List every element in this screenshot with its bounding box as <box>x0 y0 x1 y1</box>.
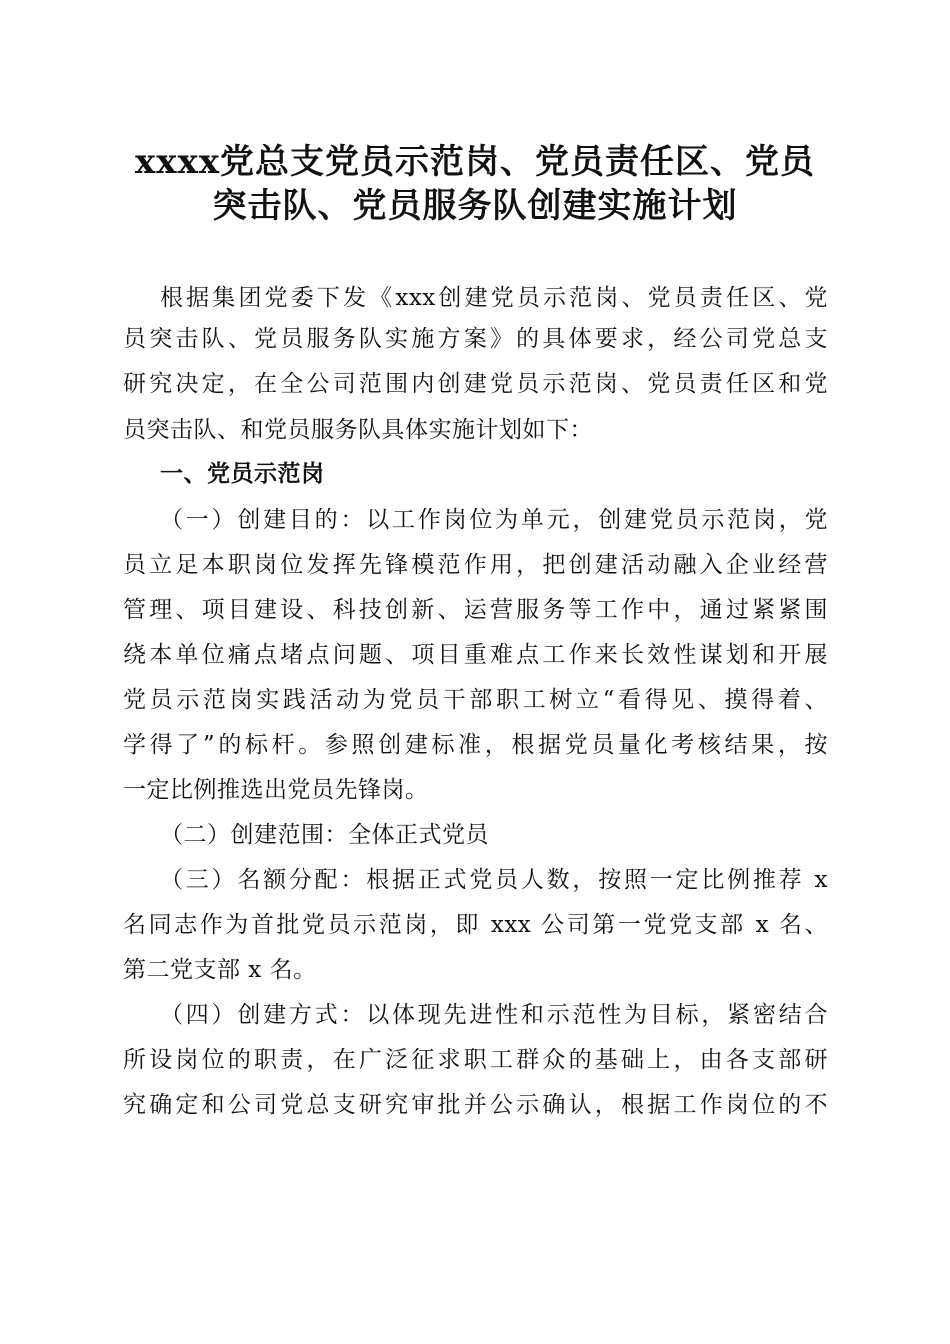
item1-line-3: 管理、项目建设、科技创新、运营服务等工作中，通过紧紧围 <box>123 597 828 623</box>
intro-line-1: 根据集团党委下发《xxx创建党员示范岗、党员责任区、党 <box>160 285 828 311</box>
item1-line-5: 党员示范岗实践活动为党员干部职工树立“看得见、摸得着、 <box>123 687 828 713</box>
intro-line-3: 研究决定，在全公司范围内创建党员示范岗、党员责任区和党 <box>123 371 828 397</box>
item4-line-1: （四）创建方式：以体现先进性和示范性为目标，紧密结合 <box>160 1002 828 1028</box>
item1-line-6: 学得了”的标杆。参照创建标准，根据党员量化考核结果，按 <box>123 732 828 758</box>
item1-line-4: 绕本单位痛点堵点问题、项目重难点工作来长效性谋划和开展 <box>123 642 828 668</box>
section-heading: 一、党员示范岗 <box>160 461 325 487</box>
item3-line-1: （三）名额分配：根据正式党员人数，按照一定比例推荐 x <box>160 867 828 893</box>
item4-line-2: 所设岗位的职责，在广泛征求职工群众的基础上，由各支部研 <box>123 1047 828 1073</box>
item1-line-2: 员立足本职岗位发挥先锋模范作用，把创建活动融入企业经营 <box>123 552 828 578</box>
intro-line-4: 员突击队、和党员服务队具体实施计划如下： <box>123 417 593 443</box>
document-title-line-1: xxxx党总支党员示范岗、党员责任区、党员 <box>134 142 816 182</box>
intro-line-2: 员突击队、党员服务队实施方案》的具体要求，经公司党总支 <box>123 326 828 352</box>
item2-line: （二）创建范围：全体正式党员 <box>160 822 489 848</box>
document-title-line-2: 突击队、党员服务队创建实施计划 <box>212 186 738 226</box>
item1-line-7: 一定比例推选出党员先锋岗。 <box>123 777 429 803</box>
item3-line-3: 第二党支部 x 名。 <box>123 957 317 983</box>
item1-line-1: （一）创建目的：以工作岗位为单元，创建党员示范岗，党 <box>160 507 828 533</box>
item4-line-3: 究确定和公司党总支研究审批并公示确认，根据工作岗位的不 <box>123 1092 828 1118</box>
item3-line-2: 名同志作为首批党员示范岗，即 xxx 公司第一党党支部 x 名、 <box>123 912 828 938</box>
